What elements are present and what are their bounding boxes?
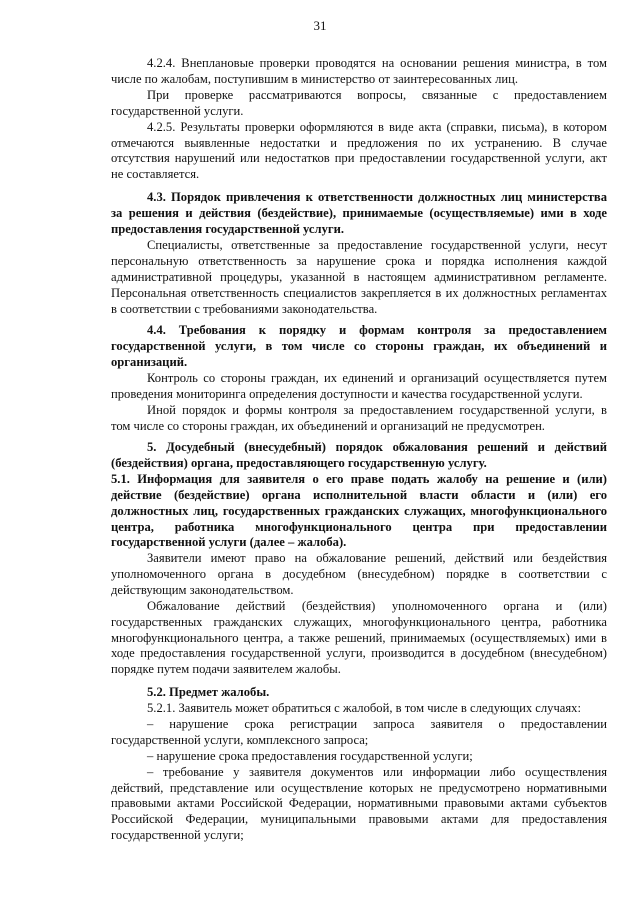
text-line: – нарушение срока предоставления государственной услуги;	[147, 748, 473, 763]
section-heading	[111, 440, 607, 551]
text-line: государственной услуги (далее – жалоба).	[111, 535, 347, 550]
text-line: проведения мониторинга определения доступности и качества государственной услуги.	[111, 386, 583, 401]
text-line: числе по жалобам, поступившим в министерство от заинтересованных лиц.	[111, 71, 519, 86]
section-heading	[111, 190, 607, 238]
paragraph	[111, 238, 607, 318]
paragraph	[111, 551, 607, 678]
text-line: в соответствии с требованиями законодательства.	[111, 301, 378, 316]
text-line: центра, работника многофункционального центра при предоставлении	[111, 519, 607, 534]
text-line: При проверке рассматриваются вопросы, связанные с предоставлением	[147, 87, 607, 102]
text-line: Иной порядок и формы контроля за предоставлением государственной услуги, в	[147, 402, 607, 417]
text-line: административной процедуры, указанной в настоящем административном регламенте.	[111, 269, 607, 284]
text-line: Заявители имеют право на обжалование решений, действий или бездействия	[147, 551, 607, 565]
text-line: действие (бездействие) органа исполнительной власти области и (или) его	[111, 487, 607, 502]
text-line: отмечаются выявленные недостатки и предложения по их устранению. В случае	[111, 135, 607, 150]
text-line: за решения и действия (бездействие), принимаемые (осуществляемые) ими в ходе	[111, 205, 607, 220]
text-line: 5.2. Предмет жалобы.	[147, 685, 270, 699]
text-line: государственной услуги, в том числе со стороны граждан, их объединений и	[111, 338, 607, 353]
text-line: государственной услуги.	[111, 103, 244, 118]
text-line: организаций.	[111, 354, 188, 369]
text-line: предоставления государственной услуги.	[111, 221, 345, 236]
text-line: (бездействия) органа, предоставляющего государственную услугу.	[111, 455, 487, 470]
text-line: государственных гражданских служащих, многофункционального центра, работника	[111, 614, 607, 629]
paragraph	[111, 56, 607, 183]
section-heading	[111, 685, 607, 701]
paragraph	[111, 701, 607, 844]
text-line: – требование у заявителя документов или информации либо осуществления	[147, 764, 607, 779]
text-line: не составляется.	[111, 167, 200, 182]
text-line: Обжалование действий (бездействия) уполномоченного органа и (или)	[147, 598, 607, 613]
text-line: 5. Досудебный (внесудебный) порядок обжалования решений и действий	[147, 440, 607, 454]
text-line: Контроль со стороны граждан, их единений и организаций осуществляется путем	[147, 371, 607, 385]
text-line: 5.2.1. Заявитель может обратиться с жалобой, в том числе в следующих случаях:	[147, 701, 581, 715]
text-line: многофункционального центра, а также решений, принимаемых (осуществляемых) ими в	[111, 630, 607, 645]
text-line: действующим законодательством.	[111, 582, 294, 597]
text-line: государственной услуги;	[111, 828, 244, 843]
section-heading	[111, 323, 607, 371]
text-line: ходе предоставления государственной услуги, производится в досудебном (внесудебном)	[111, 646, 607, 661]
text-line: Российской Федерации, муниципальными правовыми актами для предоставления	[111, 812, 607, 827]
text-line: – нарушение срока регистрации запроса заявителя о предоставлении	[147, 716, 607, 731]
text-line: Персональная ответственность специалистов закрепляется в их должностных регламентах	[111, 285, 607, 300]
page-number: 31	[313, 18, 327, 33]
text-line: порядке путем подачи заявителем жалобы.	[111, 662, 341, 677]
text-line: 4.2.5. Результаты проверки оформляются в виде акта (справки, письма), в котором	[147, 119, 607, 134]
paragraph	[111, 371, 607, 435]
text-line: том числе со стороны граждан, их объединений и организаций не предусмотрен.	[111, 418, 545, 433]
text-line: правовыми актами Российской Федерации, нормативными правовыми актами субъектов	[111, 796, 607, 811]
text-line: 4.3. Порядок привлечения к ответственности должностных лиц министерства	[147, 190, 607, 204]
text-line: 4.2.4. Внеплановые проверки проводятся на основании решения министра, в том	[147, 56, 607, 70]
text-line: должностных лиц, государственных гражданских служащих, многофункционального	[111, 503, 607, 518]
text-line: Специалисты, ответственные за предоставление государственной услуги, несут	[147, 238, 607, 252]
text-line: действий, представление или осуществление которых не предусмотрено нормативными	[111, 780, 607, 795]
text-line: 5.1. Информация для заявителя о его праве подать жалобу на решение и (или)	[111, 471, 607, 486]
text-line: персональную ответственность за нарушение срока и порядка исполнения каждой	[111, 253, 607, 268]
text-line: 4.4. Требования к порядку и формам контроля за предоставлением	[147, 323, 607, 337]
text-line: государственной услуги, комплексного запроса;	[111, 732, 369, 747]
text-line: отсутствия нарушений или недостатков при предоставлении государственной услуги, акт	[111, 151, 607, 166]
text-line: уполномоченного органа в досудебном (внесудебном) порядке в соответствии с	[111, 566, 607, 581]
